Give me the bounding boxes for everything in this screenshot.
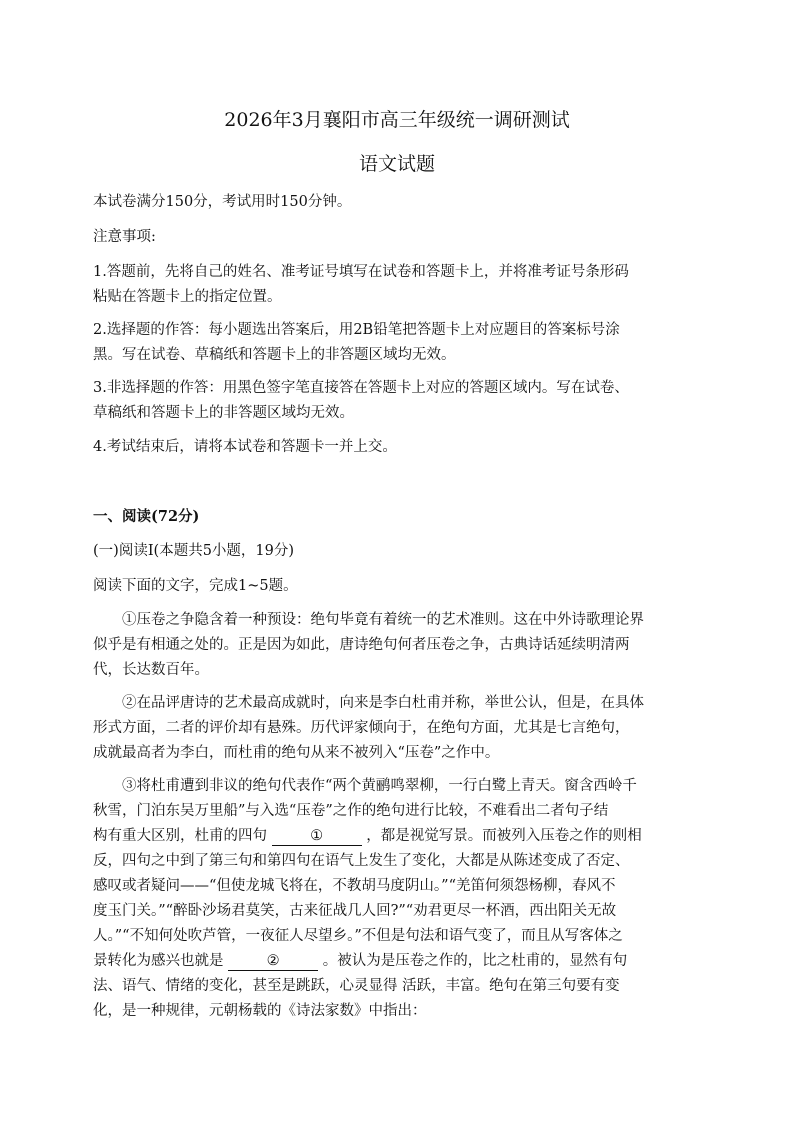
notice-item-2-line-1: 2.选择题的作答：每小题选出答案后，用2B铅笔把答题卡上对应题目的答案标号涂 — [93, 322, 620, 338]
section-subheading: (一)阅读Ⅰ(本题共5小题，19分) — [93, 543, 295, 559]
passage-p3-line-8-start: 景转化为感兴也就是 — [93, 953, 224, 969]
passage-p1-line-1: ①压卷之争隐含着一种预设：绝句毕竟有着统一的艺术准则。这在中外诗歌理论界 — [122, 612, 644, 628]
passage-p3-line-8-end: 。被认为是压卷之作的，比之杜甫的，显然有句 — [322, 953, 628, 969]
passage-p2-line-3: 成就最高者为李白，而杜甫的绝句从来不被列入“压卷”之作中。 — [93, 745, 500, 761]
passage-p3-line-3-start: 构有重大区别，杜甫的四句 — [93, 828, 267, 844]
notice-item-4: 4.考试结束后，请将本试卷和答题卡一并上交。 — [93, 439, 397, 455]
notice-item-2-line-2: 黑。写在试卷、草稿纸和答题卡上的非答题区域均无效。 — [93, 347, 456, 363]
passage-p3-line-5: 感叹或者疑问——“但使龙城飞将在，不教胡马度阴山。”“羌笛何须怨杨柳，春风不 — [93, 878, 616, 894]
passage-p1-line-2: 似乎是有相通之处的。正是因为如此，唐诗绝句何者压卷之争，古典诗话延续明清两 — [93, 637, 630, 653]
exam-subtitle: 语文试题 — [358, 153, 435, 175]
passage-p3-line-9: 法、语气、情绪的变化，甚至是跳跃，心灵显得 活跃，丰富。绝句在第三句要有变 — [93, 978, 620, 994]
passage-p3-line-10: 化，是一种规律，元朝杨载的《诗法家数》中指出： — [93, 1003, 427, 1019]
passage-p3-line-3 — [93, 826, 642, 846]
passage-p3-line-1: ③将杜甫遭到非议的绝句代表作“两个黄鹂鸣翠柳，一行白鹭上青天。窗含西岭千 — [122, 778, 637, 794]
notice-item-3-line-2: 草稿纸和答题卡上的非答题区域均无效。 — [93, 405, 354, 421]
notice-heading: 注意事项: — [93, 229, 156, 245]
passage-p3-line-4: 反，四句之中到了第三句和第四句在语气上发生了变化，大都是从陈述变成了否定、 — [93, 853, 630, 869]
section-instruction: 阅读下面的文字，完成1~5题。 — [93, 578, 298, 594]
passage-p3-line-8 — [93, 951, 627, 971]
passage-p3-line-6: 度玉门关。”“醉卧沙场君莫笑，古来征战几人回?”“劝君更尽一杯酒，西出阳关无故 — [93, 903, 617, 919]
passage-p3-line-2: 秋雪，门泊东吴万里船”与入选“压卷”之作的绝句进行比较，不难看出二者句子结 — [93, 803, 609, 819]
notice-item-1-line-2: 粘贴在答题卡上的指定位置。 — [93, 289, 282, 305]
passage-p2-line-1: ②在品评唐诗的艺术最高成就时，向来是李白杜甫并称，举世公认，但是，在具体 — [122, 695, 644, 711]
exam-title: 2026年3月襄阳市高三年级统一调研测试 — [224, 109, 570, 131]
intro-text: 本试卷满分150分，考试用时150分钟。 — [93, 194, 352, 210]
passage-p1-line-3: 代，长达数百年。 — [93, 662, 209, 678]
notice-item-3-line-1: 3.非选择题的作答：用黑色签字笔直接答在答题卡上对应的答题区域内。写在试卷、 — [93, 380, 629, 396]
passage-p3-line-3-end: ，都是视觉写景。而被列入压卷之作的则相 — [366, 828, 642, 844]
fill-in-blank-1[interactable]: ① — [272, 827, 362, 846]
section-heading: 一、阅读(72分) — [93, 508, 200, 525]
fill-in-blank-2[interactable]: ② — [228, 952, 318, 971]
passage-p2-line-2: 形式方面，二者的评价却有悬殊。历代评家倾向于，在绝句方面，尤其是七言绝句， — [93, 720, 630, 736]
notice-item-1-line-1: 1.答题前，先将自己的姓名、准考证号填写在试卷和答题卡上，并将准考证号条形码 — [93, 264, 629, 280]
passage-p3-line-7: 人。”“不知何处吹芦管，一夜征人尽望乡。”不但是句法和语气变了，而且从写客体之 — [93, 928, 623, 944]
